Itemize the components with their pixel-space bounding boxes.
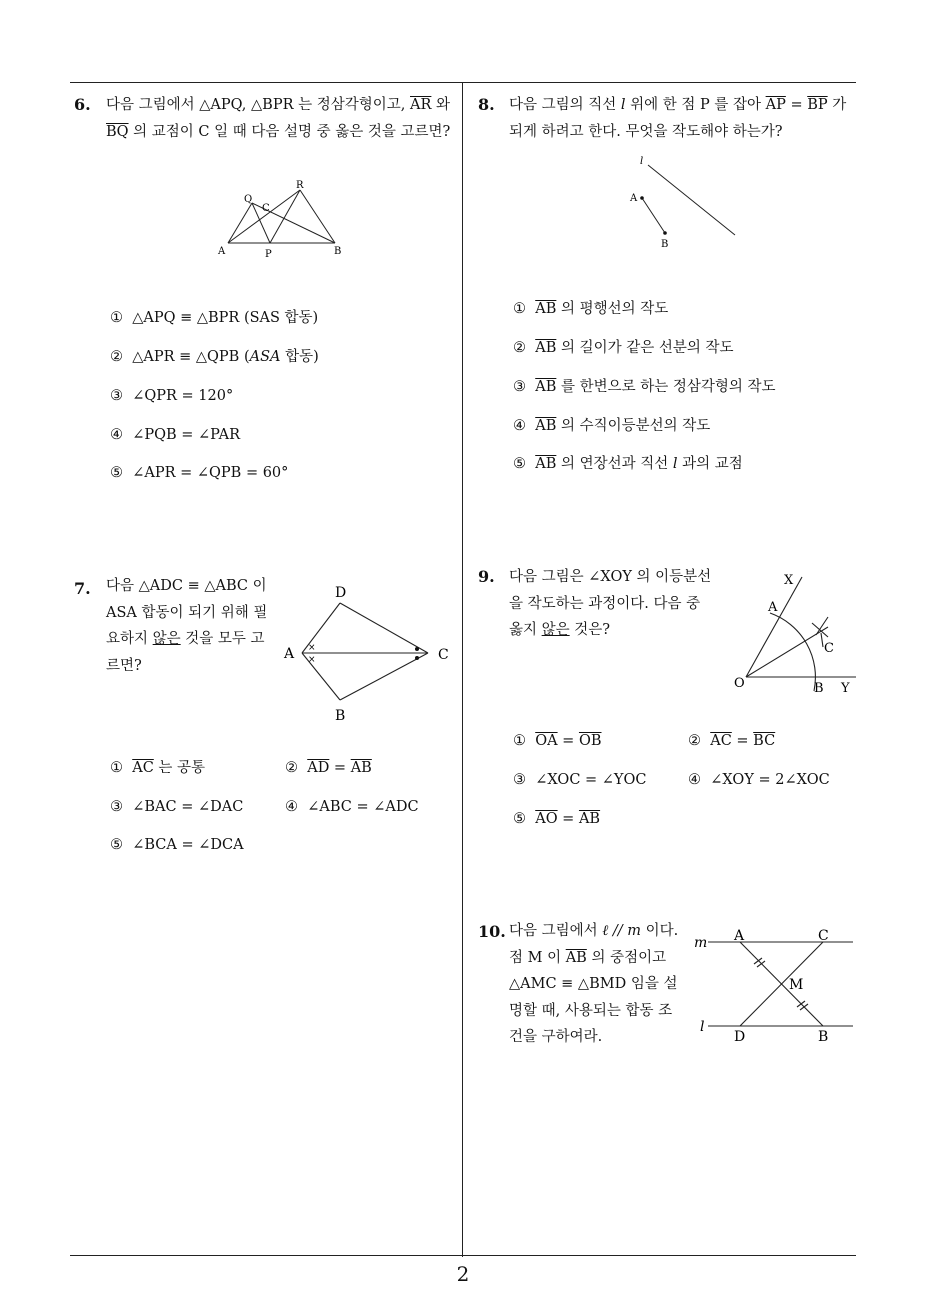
q9-option-1-equals: = [557, 733, 579, 749]
q9-stem [509, 564, 714, 644]
q8-option-2-marker: ② [513, 340, 526, 356]
q8-option-1-text: 의 평행선의 작도 [556, 301, 669, 317]
q6-label-b: B [334, 246, 342, 257]
q8-option-1-marker: ① [513, 301, 526, 317]
q6-option-5[interactable] [110, 463, 288, 483]
q8-option-3[interactable] [513, 377, 776, 397]
q8-segment-ab-line [642, 198, 665, 233]
q9-option-4-marker: ④ [688, 772, 701, 788]
q7-option-4[interactable] [285, 797, 419, 817]
q7-angle-mark-dca [415, 647, 419, 651]
q6-stem-b: 와 [436, 97, 451, 113]
q6-option-2-marker: ② [110, 349, 123, 365]
q6-option-2-text-b: 합동) [280, 349, 319, 365]
q8-option-3-text: 를 한변으로 하는 정삼각형의 작도 [556, 379, 776, 395]
q9-label-a: A [768, 600, 778, 615]
q9-number: 9. [478, 567, 495, 586]
q7-option-3-text: ∠BAC = ∠DAC [132, 799, 244, 815]
q7-label-c: C [438, 647, 449, 663]
q7-option-5[interactable] [110, 835, 244, 855]
q10-number: 10. [478, 922, 506, 941]
q7-stem [106, 573, 268, 679]
q8-option-4[interactable] [513, 416, 710, 436]
q7-option-2-equals: = [329, 760, 351, 776]
q6-stem-c: 의 교점이 C 일 때 다음 설명 중 옳은 것을 고르면? [128, 123, 451, 140]
q8-option-5-text-b: 과의 교점 [677, 456, 743, 472]
q9-option-4-text: ∠XOY = 2∠XOC [710, 772, 830, 788]
q7-angle-mark-bac: × [308, 655, 316, 665]
q7-option-3-marker: ③ [110, 799, 123, 815]
q8-option-3-marker: ③ [513, 379, 526, 395]
q9-option-1-segment-2: $\overline{OB}$ [578, 733, 602, 749]
page-number: 2 [456, 1262, 470, 1286]
q8-option-4-marker: ④ [513, 418, 526, 434]
q9-option-2-segment-1: $\overline{AC}$ [710, 733, 732, 749]
q10-label-d: D [734, 1029, 746, 1045]
q6-option-3[interactable] [110, 386, 233, 406]
q7-option-1-text: 는 공통 [153, 760, 206, 776]
q8-label-l: l [640, 156, 644, 167]
q8-segment-bp: $\overline{BP}$ [807, 97, 828, 113]
q8-label-a: A [630, 193, 638, 204]
q8-option-3-segment: $\overline{AB}$ [535, 379, 557, 395]
column-divider [462, 82, 463, 1257]
q9-label-y: Y [841, 681, 850, 696]
q9-stem-a: 다음 그림은 ∠XOY 의 이등분선을 작도하는 과정이다. 다음 중 옳지 [509, 569, 712, 638]
q9-option-1-marker: ① [513, 733, 526, 749]
top-rule [70, 82, 856, 83]
q6-segment-bq: $\overline{BQ}$ [106, 123, 129, 140]
q6-option-2[interactable] [110, 347, 319, 367]
q8-stem-a: 다음 그림의 직선 [509, 97, 621, 113]
q7-option-2-segment-1: $\overline{AD}$ [307, 760, 330, 776]
q9-option-3-marker: ③ [513, 772, 526, 788]
q10-stem-a: 다음 그림에서 [509, 923, 603, 939]
q9-option-5-equals: = [557, 811, 579, 827]
q10-stem-b: 이다. 점 M 이 [509, 923, 679, 966]
q8-line-l [648, 165, 735, 235]
q6-option-1[interactable] [110, 308, 318, 328]
q7-angle-mark-dac: × [308, 643, 316, 653]
q7-stem-b: 것을 모두 고르면? [106, 631, 265, 674]
q8-option-2-text: 의 길이가 같은 선분의 작도 [556, 340, 734, 356]
q7-option-5-text: ∠BCA = ∠DCA [132, 837, 244, 853]
q8-point-a [640, 196, 644, 200]
q8-option-1[interactable] [513, 299, 668, 319]
q8-stem-c: 가 되게 하려고 한다. 무엇을 작도해야 하는가? [509, 97, 847, 140]
q7-option-4-text: ∠ABC = ∠ADC [307, 799, 419, 815]
q9-option-2[interactable] [688, 731, 775, 751]
q6-segment-ar: $\overline{AR}$ [410, 97, 432, 113]
q8-number: 8. [478, 95, 495, 114]
q9-arc-mark-3 [821, 633, 823, 647]
q9-option-3-text: ∠XOC = ∠YOC [535, 772, 647, 788]
q8-option-2-segment: $\overline{AB}$ [535, 340, 557, 356]
q10-label-a: A [734, 928, 745, 944]
q9-option-5-marker: ⑤ [513, 811, 526, 827]
q10-label-c: C [818, 928, 829, 944]
q9-option-1[interactable] [513, 731, 602, 751]
q8-option-5[interactable] [513, 454, 743, 474]
q8-option-1-segment: $\overline{AB}$ [535, 301, 557, 317]
q6-label-c: C [262, 203, 270, 214]
q8-option-5-text-a: 의 연장선과 직선 [556, 456, 673, 472]
q10-label-m-point: M [789, 977, 804, 993]
bottom-rule [70, 1255, 856, 1256]
q6-option-2-text-a: △APR ≡ △QPB ( [132, 349, 250, 365]
q10-label-l: l [700, 1019, 705, 1035]
q7-option-4-marker: ④ [285, 799, 298, 815]
q9-option-2-marker: ② [688, 733, 701, 749]
q6-option-2-text-italic: ASA [249, 349, 281, 365]
q6-stem [106, 92, 458, 145]
q7-line-bc [340, 653, 428, 700]
q7-label-d: D [335, 585, 347, 601]
q10-stem-c: 의 중점이고 △AMC ≡ △BMD 임을 설명할 때, 사용되는 합동 조건을 구하여라. [509, 949, 678, 1045]
q6-label-q: Q [244, 194, 253, 205]
q9-label-b: B [814, 681, 824, 696]
q8-stem-l: l [620, 97, 626, 113]
q7-label-a: A [284, 646, 295, 662]
q6-option-1-text: △APQ ≡ △BPR (SAS 합동) [132, 310, 319, 326]
q6-stem-a: 다음 그림에서 △APQ, △BPR 는 정삼각형이고, [106, 97, 410, 113]
q6-figure [210, 175, 360, 269]
q6-number: 6. [74, 95, 91, 114]
q8-option-4-segment: $\overline{AB}$ [535, 418, 557, 434]
q7-line-dc [340, 603, 428, 653]
q6-option-4-marker: ④ [110, 427, 123, 443]
q8-figure [620, 150, 750, 259]
q8-option-5-marker: ⑤ [513, 456, 526, 472]
q6-option-5-text: ∠APR = ∠QPB = 60° [132, 465, 289, 481]
q7-option-2[interactable] [285, 758, 372, 778]
q7-angle-mark-bca [415, 656, 419, 660]
q9-arc-ab [770, 613, 815, 691]
q9-stem-underlined: 않은 [541, 622, 570, 638]
q6-option-4-text: ∠PQB = ∠PAR [132, 427, 240, 443]
q9-option-2-segment-2: $\overline{BC}$ [753, 733, 776, 749]
q9-option-1-segment-1: $\overline{OA}$ [535, 733, 558, 749]
q7-number: 7. [74, 579, 91, 598]
q9-label-x: X [784, 573, 794, 588]
q9-option-5-segment-1: $\overline{AO}$ [535, 811, 558, 827]
q8-option-2[interactable] [513, 338, 733, 358]
q6-label-r: R [296, 180, 304, 191]
q8-stem-eq: = [785, 97, 808, 113]
q8-option-4-text: 의 수직이등분선의 작도 [556, 418, 711, 434]
q9-label-o: O [734, 676, 745, 691]
q6-option-3-marker: ③ [110, 388, 123, 404]
q8-option-5-text-l: l [672, 456, 678, 472]
q10-segment-ab: $\overline{AB}$ [565, 949, 587, 966]
q6-label-p: P [265, 249, 272, 260]
q10-label-b: B [818, 1029, 829, 1045]
q9-option-5[interactable] [513, 809, 600, 829]
q6-label-a: A [218, 246, 226, 257]
q9-option-5-segment-2: $\overline{AB}$ [578, 811, 601, 827]
q9-figure [728, 565, 863, 709]
q10-label-m: m [694, 935, 708, 951]
q7-option-1-segment: $\overline{AC}$ [132, 760, 154, 776]
q7-option-2-marker: ② [285, 760, 298, 776]
q7-option-1-marker: ① [110, 760, 123, 776]
q10-figure [690, 920, 860, 1052]
q7-label-b: B [335, 708, 346, 724]
q7-option-1[interactable] [110, 758, 205, 778]
q9-stem-b: 것은? [569, 622, 611, 638]
q6-option-3-text: ∠QPR = 120° [132, 388, 234, 404]
q8-stem-b: 위에 한 점 P 를 잡아 [625, 97, 766, 113]
q7-stem-underlined: 않은 [152, 631, 181, 647]
q7-option-3[interactable] [110, 797, 243, 817]
q10-stem [509, 918, 679, 1051]
q7-figure [278, 578, 458, 732]
q9-option-4[interactable] [688, 770, 830, 790]
q6-option-4[interactable] [110, 425, 240, 445]
q8-segment-ap: $\overline{AP}$ [765, 97, 786, 113]
q8-label-b: B [661, 239, 669, 250]
q7-option-5-marker: ⑤ [110, 837, 123, 853]
q6-line-aq [228, 203, 252, 243]
q7-option-2-segment-2: $\overline{AB}$ [350, 760, 372, 776]
q10-stem-math: ℓ // m [602, 923, 642, 939]
q9-option-2-equals: = [731, 733, 754, 749]
q6-option-5-marker: ⑤ [110, 465, 123, 481]
q9-option-3[interactable] [513, 770, 647, 790]
q9-label-c: C [824, 641, 834, 656]
q8-stem [509, 92, 861, 145]
q8-point-b [663, 231, 667, 235]
q6-line-pr [270, 190, 300, 243]
q6-line-ar [228, 190, 300, 243]
q7-stem-a: 다음 △ADC ≡ △ABC 이 ASA 합동이 되기 위해 필요하지 [106, 578, 268, 647]
q8-option-5-segment: $\overline{AB}$ [535, 456, 557, 472]
q6-option-1-marker: ① [110, 310, 123, 326]
